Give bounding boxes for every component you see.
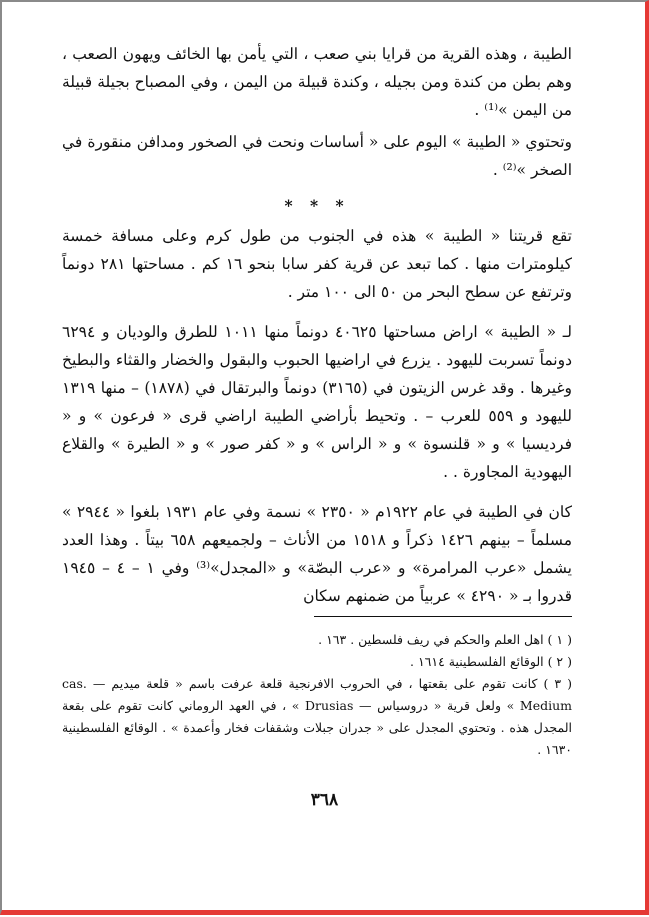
paragraph-4: لـ « الطيبة » اراض مساحتها ٤٠٦٢٥ دونماً منها ١٠١١ للطرق والوديان و ٦٢٩٤ دونماً تسربت لليهود . يزرع في اراضيها الحبوب والبقول والخضار والقثاء والبطيخ وغيرها . وقد غرس الزيتون في (٣١٦٥) دونماً والبرتقال في (١٨٧٨) – منها ١٣١٩ لليهود و ٥٥٩ للعرب – . وتحيط بأراضي الطيبة اراضي قرى « فرعون » و « فرديسيا » و « قلنسوة » و « الراس » و « كفر صور » و « الطيرة » والقلاع اليهودية المجاورة . . bbox=[62, 323, 572, 481]
page-body bbox=[62, 40, 572, 761]
paragraph-1: الطيبة ، وهذه القرية من قرايا بني صعب ، التي يأمن بها الخائف ويهون الصعب ، وهم بطن من كندة ومن بجيله ، وكندة قبيلة من اليمن ، وفي المصباح بجيلة قبيلة من اليمن »⁽¹⁾ . bbox=[62, 45, 572, 119]
footnote-3: ( ٣ ) كانت تقوم على بقعتها ، في الحروب الافرنجية قلعة عرفت باسم « قلعة ميديم — cas. Medium » ولعل قرية « دروسياس — Drusias » ، في العهد الروماني كانت تقوم على بقعة المجدل هذه . وتحتوي المجدل على « جدران جبلات وشقفات فخار وأعمدة » . الوقائع الفلسطينية ١٦٣٠ . bbox=[62, 676, 572, 757]
page-number: ٣٦٨ bbox=[310, 790, 339, 810]
footnote-1: ( ١ ) اهل العلم والحكم في ريف فلسطين . ١٦٣ . bbox=[318, 632, 572, 647]
paragraph-5: كان في الطيبة في عام ١٩٢٢م « ٢٣٥٠ » نسمة وفي عام ١٩٣١ بلغوا « ٢٩٤٤ » مسلماً – بينهم ١٤٢٦ ذكراً و ١٥١٨ من الأناث – ولجميعهم ٦٥٨ بيتاً . وهذا العدد يشمل «عرب المرامرة» و «عرب البصّة» و «المجدل»⁽³⁾ وفي ١ – ٤ – ١٩٤٥ قدروا بـ « ٤٢٩٠ » عربياً من ضمنهم سكان bbox=[62, 503, 572, 605]
paragraph-3: تقع قريتنا « الطيبة » هذه في الجنوب من طول كرم وعلى مسافة خمسة كيلومترات منها . كما تبعد عن قرية كفر سابا بنحو ١٦ كم . مساحتها ٢٨١ دونماً وترتفع عن سطح البحر من ٥٠ الى ١٠٠ متر . bbox=[62, 227, 572, 301]
paragraph-2: وتحتوي « الطيبة » اليوم على « أساسات ونحت في الصخور ومدافن منقورة في الصخر »⁽²⁾ . bbox=[62, 133, 572, 179]
footnotes bbox=[62, 629, 572, 761]
section-separator: * * * bbox=[284, 196, 350, 215]
footnote-2: ( ٢ ) الوقائع الفلسطينية ١٦١٤ . bbox=[410, 654, 572, 669]
footnote-divider bbox=[314, 616, 572, 617]
